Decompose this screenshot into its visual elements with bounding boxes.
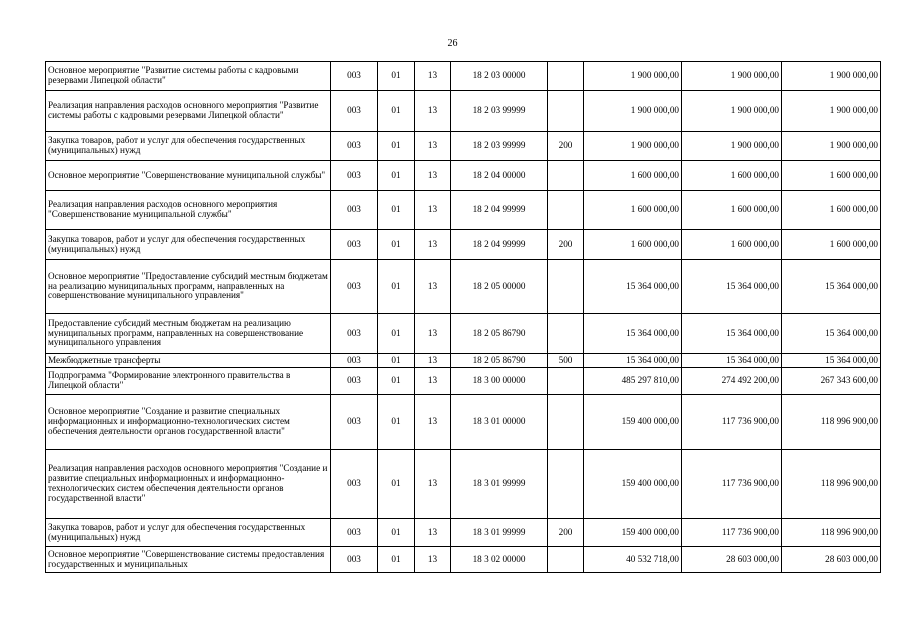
amount-year-2: 15 364 000,00 — [682, 314, 782, 354]
table-row — [46, 547, 881, 573]
budget-item-name: Основное мероприятие "Совершенствование системы предоставления государственных и муниципальных — [46, 547, 331, 573]
amount-year-1: 15 364 000,00 — [584, 354, 682, 368]
expense-type-code — [548, 62, 584, 91]
subsection-code: 13 — [415, 547, 451, 573]
ministry-code: 003 — [331, 191, 378, 230]
target-article-code: 18 2 03 00000 — [451, 62, 548, 91]
expense-type-code — [548, 547, 584, 573]
table-row — [46, 395, 881, 450]
page-number: 26 — [447, 38, 458, 49]
target-article-code: 18 2 05 86790 — [451, 314, 548, 354]
amount-year-2: 117 736 900,00 — [682, 450, 782, 519]
ministry-code: 003 — [331, 260, 378, 314]
section-code: 01 — [378, 395, 415, 450]
budget-item-name: Закупка товаров, работ и услуг для обеспечения государственных (муниципальных) нужд — [46, 132, 331, 161]
budget-item-name: Межбюджетные трансферты — [46, 354, 331, 368]
subsection-code: 13 — [415, 91, 451, 132]
ministry-code: 003 — [331, 354, 378, 368]
amount-year-3: 15 364 000,00 — [782, 354, 881, 368]
amount-year-3: 1 600 000,00 — [782, 230, 881, 260]
target-article-code: 18 3 00 00000 — [451, 368, 548, 395]
amount-year-1: 1 600 000,00 — [584, 161, 682, 191]
amount-year-2: 15 364 000,00 — [682, 260, 782, 314]
subsection-code: 13 — [415, 354, 451, 368]
amount-year-3: 1 900 000,00 — [782, 132, 881, 161]
amount-year-2: 1 600 000,00 — [682, 161, 782, 191]
subsection-code: 13 — [415, 132, 451, 161]
ministry-code: 003 — [331, 62, 378, 91]
budget-item-name: Закупка товаров, работ и услуг для обеспечения государственных (муниципальных) нужд — [46, 519, 331, 547]
amount-year-1: 159 400 000,00 — [584, 395, 682, 450]
amount-year-2: 1 900 000,00 — [682, 132, 782, 161]
expense-type-code — [548, 191, 584, 230]
amount-year-3: 1 900 000,00 — [782, 91, 881, 132]
amount-year-3: 118 996 900,00 — [782, 450, 881, 519]
target-article-code: 18 3 01 00000 — [451, 395, 548, 450]
amount-year-3: 1 600 000,00 — [782, 161, 881, 191]
section-code: 01 — [378, 260, 415, 314]
ministry-code: 003 — [331, 161, 378, 191]
amount-year-2: 1 600 000,00 — [682, 230, 782, 260]
budget-table — [45, 61, 881, 573]
expense-type-code — [548, 314, 584, 354]
amount-year-1: 15 364 000,00 — [584, 260, 682, 314]
expense-type-code — [548, 91, 584, 132]
target-article-code: 18 2 03 99999 — [451, 132, 548, 161]
budget-item-name: Подпрограмма "Формирование электронного правительства в Липецкой области" — [46, 368, 331, 395]
budget-item-name: Реализация направления расходов основного мероприятия "Развитие системы работы с кадровыми резервами Липецкой области" — [46, 91, 331, 132]
table-row — [46, 191, 881, 230]
amount-year-2: 1 600 000,00 — [682, 191, 782, 230]
table-row — [46, 62, 881, 91]
expense-type-code — [548, 260, 584, 314]
expense-type-code — [548, 368, 584, 395]
section-code: 01 — [378, 132, 415, 161]
amount-year-1: 1 900 000,00 — [584, 62, 682, 91]
budget-item-name: Предоставление субсидий местным бюджетам на реализацию муниципальных программ, направленных на совершенствование муниципального управления — [46, 314, 331, 354]
subsection-code: 13 — [415, 161, 451, 191]
ministry-code: 003 — [331, 91, 378, 132]
subsection-code: 13 — [415, 191, 451, 230]
expense-type-code — [548, 450, 584, 519]
amount-year-1: 485 297 810,00 — [584, 368, 682, 395]
expense-type-code: 200 — [548, 230, 584, 260]
amount-year-1: 1 600 000,00 — [584, 191, 682, 230]
amount-year-3: 118 996 900,00 — [782, 519, 881, 547]
ministry-code: 003 — [331, 519, 378, 547]
amount-year-2: 1 900 000,00 — [682, 62, 782, 91]
table-row — [46, 450, 881, 519]
section-code: 01 — [378, 62, 415, 91]
subsection-code: 13 — [415, 368, 451, 395]
target-article-code: 18 3 02 00000 — [451, 547, 548, 573]
section-code: 01 — [378, 368, 415, 395]
subsection-code: 13 — [415, 230, 451, 260]
subsection-code: 13 — [415, 314, 451, 354]
table-row — [46, 354, 881, 368]
target-article-code: 18 3 01 99999 — [451, 519, 548, 547]
ministry-code: 003 — [331, 547, 378, 573]
amount-year-1: 40 532 718,00 — [584, 547, 682, 573]
table-row — [46, 260, 881, 314]
section-code: 01 — [378, 519, 415, 547]
amount-year-2: 1 900 000,00 — [682, 91, 782, 132]
section-code: 01 — [378, 547, 415, 573]
amount-year-3: 28 603 000,00 — [782, 547, 881, 573]
subsection-code: 13 — [415, 62, 451, 91]
ministry-code: 003 — [331, 132, 378, 161]
amount-year-1: 159 400 000,00 — [584, 450, 682, 519]
target-article-code: 18 2 04 99999 — [451, 230, 548, 260]
ministry-code: 003 — [331, 395, 378, 450]
expense-type-code — [548, 161, 584, 191]
table-row — [46, 230, 881, 260]
table-row — [46, 314, 881, 354]
target-article-code: 18 2 04 00000 — [451, 161, 548, 191]
subsection-code: 13 — [415, 519, 451, 547]
expense-type-code — [548, 395, 584, 450]
section-code: 01 — [378, 91, 415, 132]
expense-type-code: 200 — [548, 132, 584, 161]
budget-item-name: Реализация направления расходов основного мероприятия "Создание и развитие специальных информационных и информационно-технологических систем обеспечения деятельности органов государственной власти" — [46, 450, 331, 519]
amount-year-2: 274 492 200,00 — [682, 368, 782, 395]
expense-type-code: 200 — [548, 519, 584, 547]
ministry-code: 003 — [331, 450, 378, 519]
table-row — [46, 161, 881, 191]
subsection-code: 13 — [415, 395, 451, 450]
section-code: 01 — [378, 161, 415, 191]
amount-year-3: 1 900 000,00 — [782, 62, 881, 91]
expense-type-code: 500 — [548, 354, 584, 368]
amount-year-2: 117 736 900,00 — [682, 395, 782, 450]
target-article-code: 18 2 04 99999 — [451, 191, 548, 230]
section-code: 01 — [378, 354, 415, 368]
amount-year-3: 118 996 900,00 — [782, 395, 881, 450]
amount-year-3: 1 600 000,00 — [782, 191, 881, 230]
target-article-code: 18 2 05 00000 — [451, 260, 548, 314]
amount-year-1: 15 364 000,00 — [584, 314, 682, 354]
amount-year-1: 1 600 000,00 — [584, 230, 682, 260]
amount-year-3: 15 364 000,00 — [782, 314, 881, 354]
budget-item-name: Основное мероприятие "Предоставление субсидий местным бюджетам на реализацию муниципальных программ, направленных на совершенствование муниципального управления" — [46, 260, 331, 314]
table-row — [46, 91, 881, 132]
budget-item-name: Основное мероприятие "Совершенствование муниципальной службы" — [46, 161, 331, 191]
amount-year-2: 15 364 000,00 — [682, 354, 782, 368]
ministry-code: 003 — [331, 230, 378, 260]
amount-year-1: 1 900 000,00 — [584, 91, 682, 132]
amount-year-1: 1 900 000,00 — [584, 132, 682, 161]
table-row — [46, 519, 881, 547]
target-article-code: 18 3 01 99999 — [451, 450, 548, 519]
section-code: 01 — [378, 230, 415, 260]
amount-year-2: 28 603 000,00 — [682, 547, 782, 573]
subsection-code: 13 — [415, 450, 451, 519]
budget-item-name: Реализация направления расходов основного мероприятия "Совершенствование муниципальной службы" — [46, 191, 331, 230]
budget-item-name: Основное мероприятие "Развитие системы работы с кадровыми резервами Липецкой области" — [46, 62, 331, 91]
target-article-code: 18 2 03 99999 — [451, 91, 548, 132]
ministry-code: 003 — [331, 368, 378, 395]
amount-year-2: 117 736 900,00 — [682, 519, 782, 547]
ministry-code: 003 — [331, 314, 378, 354]
budget-item-name: Закупка товаров, работ и услуг для обеспечения государственных (муниципальных) нужд — [46, 230, 331, 260]
table-row — [46, 368, 881, 395]
budget-item-name: Основное мероприятие "Создание и развитие специальных информационных и информационно-технологических систем обеспечения деятельности органов государственной власти" — [46, 395, 331, 450]
table-body — [46, 62, 881, 573]
table-row — [46, 132, 881, 161]
section-code: 01 — [378, 191, 415, 230]
amount-year-1: 159 400 000,00 — [584, 519, 682, 547]
amount-year-3: 15 364 000,00 — [782, 260, 881, 314]
subsection-code: 13 — [415, 260, 451, 314]
amount-year-3: 267 343 600,00 — [782, 368, 881, 395]
section-code: 01 — [378, 450, 415, 519]
target-article-code: 18 2 05 86790 — [451, 354, 548, 368]
section-code: 01 — [378, 314, 415, 354]
